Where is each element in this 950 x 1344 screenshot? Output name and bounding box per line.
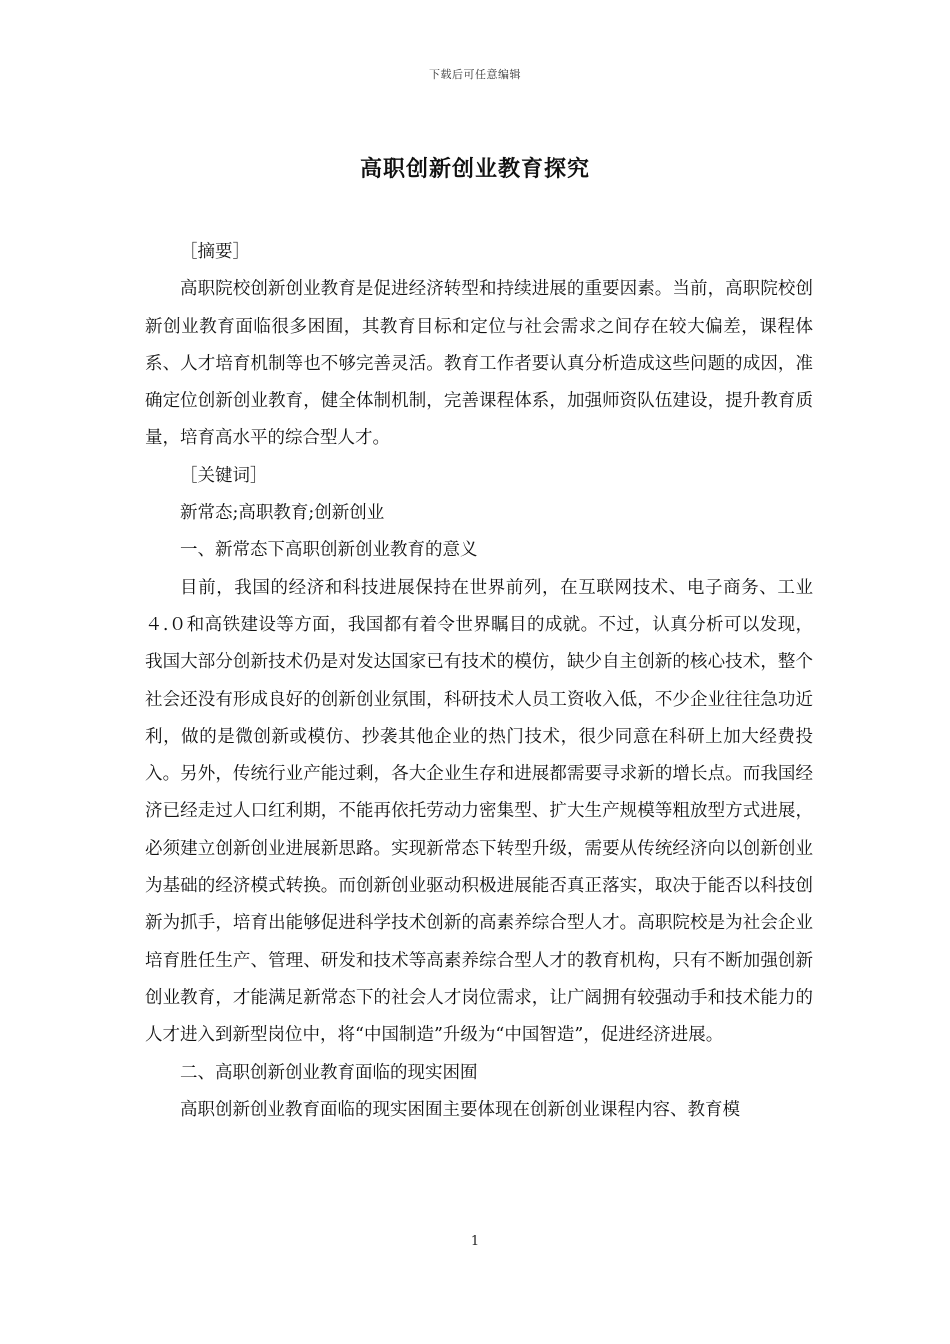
keywords-label: ［关键词］	[180, 465, 268, 486]
page-number: 1	[470, 1234, 480, 1249]
keywords-paragraph: 新常态;高职教育;创新创业	[180, 503, 385, 524]
document-title: 高职创新创业教育探究	[359, 156, 590, 182]
abstract-label: ［摘要］	[180, 242, 250, 262]
document-body	[145, 234, 813, 1129]
abstract-paragraph: 高职院校创新创业教育是促进经济转型和持续进展的重要因素。当前，高职院校创新创业教育面临很多困囿，其教育目标和定位与社会需求之间存在较大偏差，课程体系、人才培育机制等也不够完善灵活。教育工作者要认真分析造成这些问题的成因，准确定位创新创业教育，健全体制机制，完善课程体系，加强师资队伍建设，提升教育质量，培育高水平的综合型人才。	[145, 279, 813, 449]
section-1-paragraph: 目前，我国的经济和科技进展保持在世界前列，在互联网技术、电子商务、工业４.０和高铁建设等方面，我国都有着令世界瞩目的成就。不过，认真分析可以发现，我国大部分创新技术仍是对发达国家已有技术的模仿，缺少自主创新的核心技术，整个社会还没有形成良好的创新创业氛围，科研技术人员工资收入低，不少企业往往急功近利，做的是微创新或模仿、抄袭其他企业的热门技术，很少同意在科研上加大经费投入。另外，传统行业产能过剩，各大企业生存和进展都需要寻求新的增长点。而我国经济已经走过人口红利期，不能再依托劳动力密集型、扩大生产规模等粗放型方式进展，必须建立创新创业进展新思路。实现新常态下转型升级，需要从传统经济向以创新创业为基础的经济模式转换。而创新创业驱动积极进展能否真正落实，取决于能否以科技创新为抓手，培育出能够促进科学技术创新的高素养综合型人才。高职院校是为社会企业培育胜任生产、管理、研发和技术等高素养综合型人才的教育机构，只有不断加强创新创业教育，才能满足新常态下的社会人才岗位需求，让广阔拥有较强动手和技术能力的人才进入到新型岗位中，将“中国制造”升级为“中国智造”，促进经济进展。	[145, 577, 813, 1046]
section-2-paragraph: 高职创新创业教育面临的现实困囿主要体现在创新创业课程内容、教育模	[180, 1099, 740, 1120]
header-note: 下载后可任意编辑	[429, 68, 521, 81]
section-2-heading: 二、高职创新创业教育面临的现实困囿	[180, 1062, 478, 1083]
section-1-heading: 一、新常态下高职创新创业教育的意义	[180, 540, 478, 561]
